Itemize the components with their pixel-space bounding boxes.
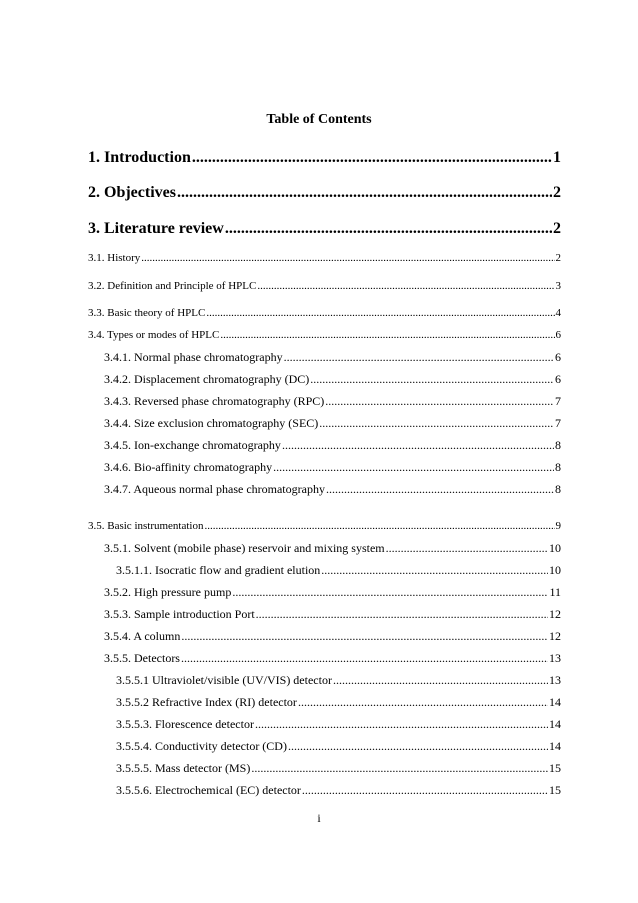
toc-entry-label: 3.4.6. Bio-affinity chromatography	[104, 460, 273, 474]
toc-entry-label: 3.5.3. Sample introduction Port	[104, 607, 255, 621]
toc-entry-label: 3.4.4. Size exclusion chromatography (SEC)	[104, 416, 319, 430]
toc-entry-page: 10	[549, 563, 561, 577]
toc-entry[interactable]	[88, 372, 561, 387]
toc-entry[interactable]	[88, 695, 561, 710]
toc-entry-label: 3.5.5.3. Florescence detector	[116, 717, 254, 731]
toc-entry-page: 13	[549, 651, 561, 665]
toc-entry[interactable]	[88, 183, 561, 203]
toc-entry[interactable]	[88, 394, 561, 409]
toc-entry[interactable]	[88, 673, 561, 688]
toc-leader-dots	[181, 651, 548, 666]
toc-leader-dots	[386, 541, 548, 556]
toc-entry-label: 3.5. Basic instrumentation	[88, 520, 204, 532]
toc-entry-label: 3.4.3. Reversed phase chromatography (RPC)	[104, 394, 325, 408]
toc-entry-label: 3.4.7. Aqueous normal phase chromatography	[104, 482, 325, 496]
toc-entry[interactable]	[88, 717, 561, 732]
toc-entry-label: 3.5.1. Solvent (mobile phase) reservoir and mixing system	[104, 541, 385, 555]
toc-entry[interactable]	[88, 306, 561, 320]
toc-entry-page: 14	[549, 695, 561, 709]
toc-entry[interactable]	[88, 328, 561, 342]
toc-entry-page: 9	[555, 520, 561, 532]
toc-leader-dots	[321, 563, 548, 578]
toc-entry-page: 15	[549, 761, 561, 775]
toc-entry-label: 3.5.5.4. Conductivity detector (CD)	[116, 739, 287, 753]
toc-entry-label: 3.5.5.2 Refractive Index (RI) detector	[116, 695, 297, 709]
toc-leader-dots	[232, 585, 548, 600]
toc-entry-page: 13	[549, 673, 561, 687]
toc-entry[interactable]	[88, 438, 561, 453]
toc-leader-dots	[319, 416, 554, 431]
toc-leader-dots	[288, 739, 548, 754]
toc-entry[interactable]	[88, 607, 561, 622]
toc-leader-dots	[282, 438, 554, 453]
toc-entry-page: 10	[549, 541, 561, 555]
toc-leader-dots	[298, 695, 548, 710]
toc-entry-page: 12	[549, 629, 561, 643]
toc-entry[interactable]	[88, 585, 561, 600]
toc-leader-dots	[310, 372, 554, 387]
page-number: i	[317, 811, 321, 825]
toc-leader-dots	[255, 717, 548, 732]
toc-entry[interactable]	[88, 482, 561, 497]
toc-entry-label: 3.4. Types or modes of HPLC	[88, 329, 220, 341]
toc-entry-page: 1	[553, 149, 561, 166]
toc-entry[interactable]	[88, 739, 561, 754]
toc-entry[interactable]	[88, 541, 561, 556]
toc-entry-page: 7	[555, 416, 561, 430]
toc-entry[interactable]	[88, 761, 561, 776]
toc-entry-page: 4	[555, 307, 561, 319]
toc-entry-label: 3.5.2. High pressure pump	[104, 585, 232, 599]
toc-entry[interactable]	[88, 783, 561, 798]
toc-entry-page: 6	[555, 350, 561, 364]
toc-entry-label: 3.5.5. Detectors	[104, 651, 180, 665]
toc-leader-dots	[141, 251, 554, 265]
toc-entry-label: 3.5.5.6. Electrochemical (EC) detector	[116, 783, 301, 797]
toc-entry-label: 3.2. Definition and Principle of HPLC	[88, 280, 257, 292]
toc-leader-dots	[257, 279, 554, 293]
toc-leader-dots	[273, 460, 554, 475]
toc-leader-dots	[225, 219, 552, 239]
toc-entry-page: 14	[549, 739, 561, 753]
toc-entry-label: 3.5.1.1. Isocratic flow and gradient elution	[116, 563, 321, 577]
toc-entry[interactable]	[88, 148, 561, 168]
toc-entry[interactable]	[88, 629, 561, 644]
toc-leader-dots	[220, 328, 554, 342]
toc-entry-page: 8	[555, 460, 561, 474]
toc-entry[interactable]	[88, 350, 561, 365]
toc-leader-dots	[326, 482, 554, 497]
toc-entry-label: 1. Introduction	[88, 149, 191, 166]
toc-leader-dots	[284, 350, 554, 365]
toc-title: Table of Contents	[266, 112, 372, 127]
toc-entry-label: 3.4.1. Normal phase chromatography	[104, 350, 283, 364]
toc-entry-page: 15	[549, 783, 561, 797]
toc-leader-dots	[302, 783, 548, 798]
toc-leader-dots	[204, 519, 554, 533]
toc-entry-page: 6	[555, 329, 561, 341]
toc-leader-dots	[181, 629, 548, 644]
toc-entry-page: 8	[555, 438, 561, 452]
toc-entry[interactable]	[88, 219, 561, 239]
toc-entry-label: 2. Objectives	[88, 184, 176, 201]
toc-entry[interactable]	[88, 519, 561, 533]
toc-leader-dots	[177, 183, 552, 203]
toc-leader-dots	[325, 394, 554, 409]
toc-entry-page: 2	[553, 184, 561, 201]
toc-entry-label: 3.5.4. A column	[104, 629, 181, 643]
toc-entry-label: 3. Literature review	[88, 220, 224, 237]
toc-leader-dots	[192, 148, 552, 168]
toc-entry-label: 3.3. Basic theory of HPLC	[88, 307, 206, 319]
toc-entry[interactable]	[88, 279, 561, 293]
toc-entry-page: 3	[555, 280, 561, 292]
toc-entry-page: 12	[549, 607, 561, 621]
toc-entry-label: 3.4.5. Ion-exchange chromatography	[104, 438, 281, 452]
toc-entry-label: 3.4.2. Displacement chromatography (DC)	[104, 372, 310, 386]
toc-entry[interactable]	[88, 416, 561, 431]
toc-entry-label: 3.1. History	[88, 252, 141, 264]
toc-leader-dots	[206, 306, 554, 320]
toc-entry[interactable]	[88, 460, 561, 475]
toc-entry[interactable]	[88, 251, 561, 265]
toc-entry-page: 2	[553, 220, 561, 237]
toc-entry-page: 6	[555, 372, 561, 386]
toc-entry-page: 14	[549, 717, 561, 731]
toc-entry-page: 7	[555, 394, 561, 408]
toc-leader-dots	[256, 607, 548, 622]
toc-entry[interactable]	[88, 651, 561, 666]
toc-leader-dots	[333, 673, 548, 688]
toc-entry-page: 2	[555, 252, 561, 264]
toc-entry[interactable]	[88, 563, 561, 578]
toc-entry-page: 11	[549, 585, 561, 599]
toc-entry-label: 3.5.5.1 Ultraviolet/visible (UV/VIS) detector	[116, 673, 332, 687]
toc-entry-page: 8	[555, 482, 561, 496]
toc-leader-dots	[251, 761, 548, 776]
toc-entry-label: 3.5.5.5. Mass detector (MS)	[116, 761, 251, 775]
